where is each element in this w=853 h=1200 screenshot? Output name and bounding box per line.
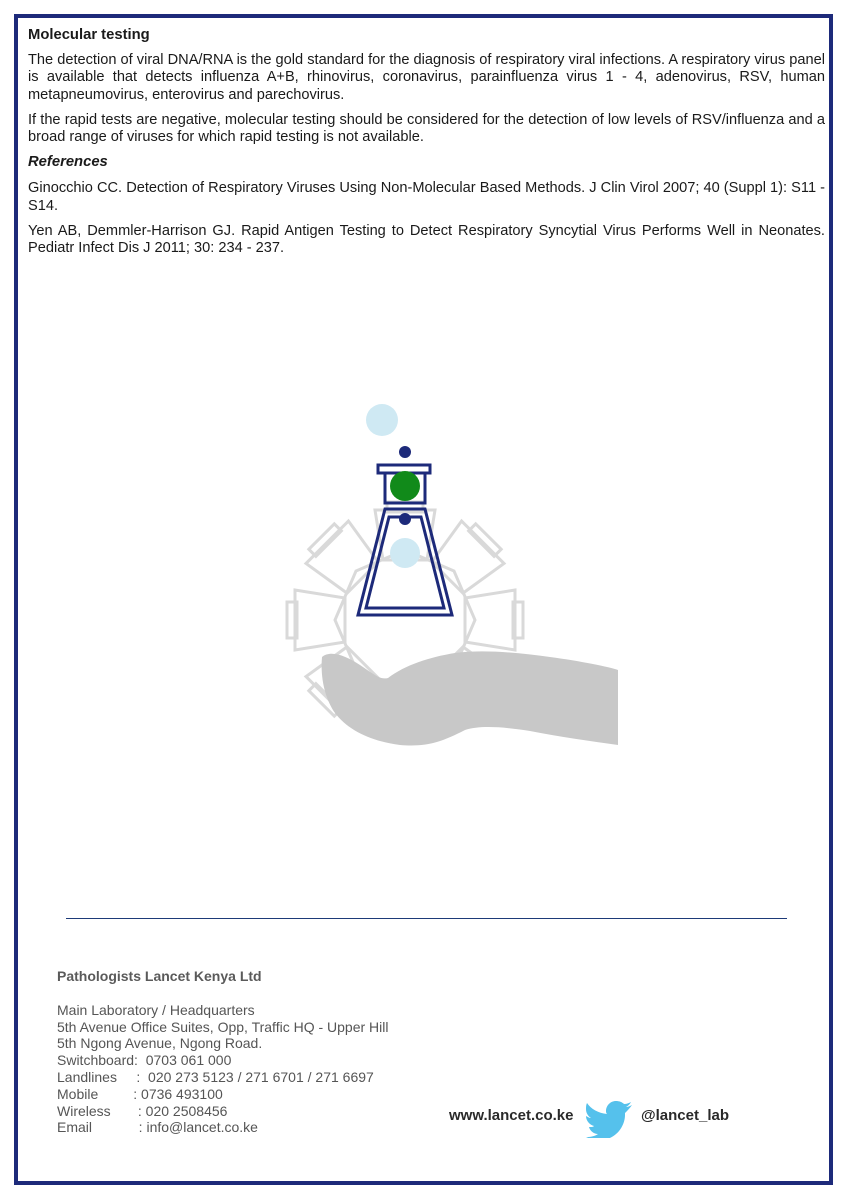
twitter-bird-icon[interactable] bbox=[586, 1100, 634, 1138]
contact-line: Wireless : 020 2508456 bbox=[57, 1102, 228, 1119]
contact-line: Email : info@lancet.co.ke bbox=[57, 1119, 258, 1136]
address-line: 5th Ngong Avenue, Ngong Road. bbox=[57, 1035, 263, 1052]
paragraph: If the rapid tests are negative, molecular testing should be considered for the detection of low levels of RSV/influenza and a broad range of viruses for which rapid testing is not available. bbox=[28, 111, 825, 146]
green-dot-icon bbox=[390, 471, 420, 501]
bubble-icon bbox=[399, 446, 411, 458]
paragraph: The detection of viral DNA/RNA is the gold standard for the diagnosis of respiratory viral infections. A respiratory virus panel is available that detects influenza A+B, rhinovirus, coronavirus, parainfluenza virus 1 - 4, adenovirus, RSV, human metapneumovirus, enterovirus and parechovirus. bbox=[28, 52, 825, 103]
references-heading: References bbox=[28, 154, 108, 171]
website-link[interactable]: www.lancet.co.ke bbox=[449, 1107, 574, 1124]
twitter-handle[interactable]: @lancet_lab bbox=[641, 1107, 729, 1124]
reference-item: Yen AB, Demmler-Harrison GJ. Rapid Antigen Testing to Detect Respiratory Syncytial Virus Performs Well in Neonates. Pediatr Infect Dis J 2011; 30: 234 - 237. bbox=[28, 222, 825, 257]
bubble-icon bbox=[399, 513, 411, 525]
bubble-icon bbox=[390, 538, 420, 568]
divider bbox=[66, 918, 787, 919]
reference-item: Ginocchio CC. Detection of Respiratory Viruses Using Non-Molecular Based Methods. J Clin Virol 2007; 40 (Suppl 1): S11 - S14. bbox=[28, 180, 825, 214]
address-line: Main Laboratory / Headquarters bbox=[57, 1001, 255, 1018]
company-name: Pathologists Lancet Kenya Ltd bbox=[57, 968, 262, 984]
footer-contact bbox=[57, 968, 389, 1136]
contact-line: Landlines : 020 273 5123 / 271 6701 / 271 6697 bbox=[57, 1068, 374, 1085]
lancet-logo-watermark bbox=[230, 395, 620, 810]
main-content bbox=[28, 27, 825, 265]
contact-line: Switchboard: 0703 061 000 bbox=[57, 1052, 232, 1069]
section-heading: Molecular testing bbox=[28, 27, 150, 43]
bubble-icon bbox=[366, 404, 398, 436]
contact-line: Mobile : 0736 493100 bbox=[57, 1085, 223, 1102]
address-line: 5th Avenue Office Suites, Opp, Traffic HQ - Upper Hill bbox=[57, 1018, 389, 1035]
